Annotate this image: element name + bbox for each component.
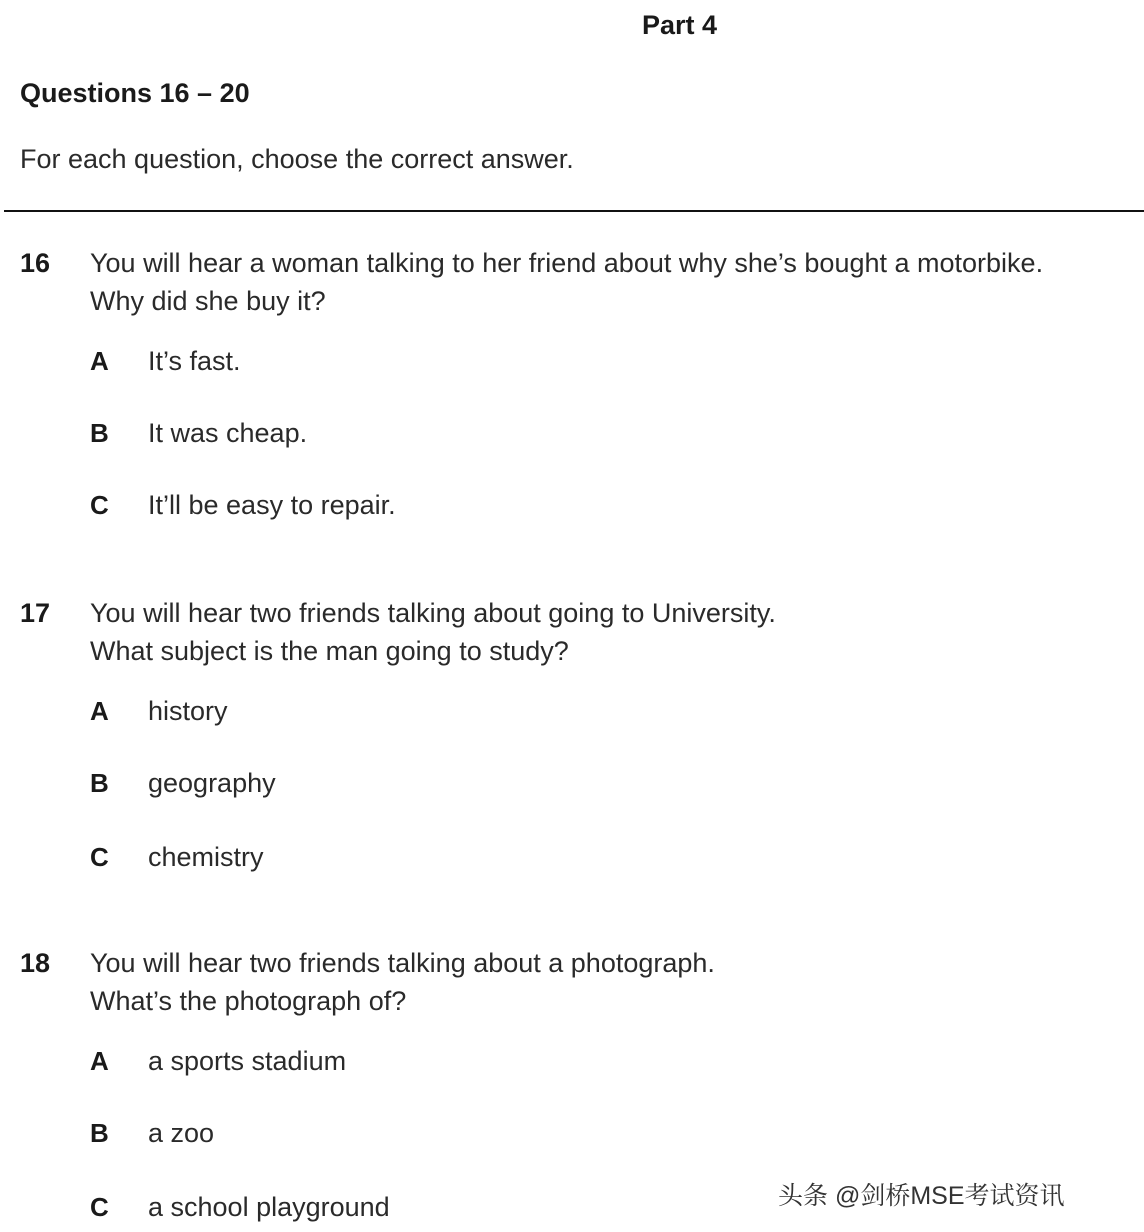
questions-range-heading: Questions 16 – 20 <box>20 78 250 108</box>
watermark-text: 头条 @剑桥MSE考试资讯 <box>778 1182 1065 1210</box>
option-17-a[interactable] <box>0 696 1144 730</box>
option-letter: C <box>90 1192 109 1222</box>
option-text: geography <box>148 768 276 798</box>
question-text: Why did she buy it? <box>90 286 326 316</box>
option-letter: A <box>90 1046 109 1076</box>
option-text: It was cheap. <box>148 418 308 448</box>
section-divider <box>4 210 1144 212</box>
question-number: 18 <box>20 948 51 978</box>
part-title: Part 4 <box>642 10 718 40</box>
question-prompt: You will hear a woman talking to her friend about why she’s bought a motorbike. <box>90 248 1044 278</box>
instruction-text: For each question, choose the correct answer. <box>20 144 574 174</box>
option-16-c[interactable] <box>0 490 1144 524</box>
option-letter: C <box>90 842 109 872</box>
question-number: 16 <box>20 248 51 278</box>
option-text: a sports stadium <box>148 1046 347 1076</box>
option-letter: B <box>90 418 109 448</box>
option-17-c[interactable] <box>0 842 1144 876</box>
option-letter: C <box>90 490 109 520</box>
option-letter: A <box>90 346 109 376</box>
option-text: chemistry <box>148 842 264 872</box>
question-prompt: You will hear two friends talking about a photograph. <box>90 948 715 978</box>
option-18-a[interactable] <box>0 1046 1144 1080</box>
option-text: a school playground <box>148 1192 390 1222</box>
option-text: It’s fast. <box>148 346 241 376</box>
option-letter: B <box>90 1118 109 1148</box>
option-18-b[interactable] <box>0 1118 1144 1152</box>
question-text: What’s the photograph of? <box>90 986 407 1016</box>
option-text: history <box>148 696 228 726</box>
option-text: a zoo <box>148 1118 215 1148</box>
option-letter: A <box>90 696 109 726</box>
option-17-b[interactable] <box>0 768 1144 802</box>
question-number: 17 <box>20 598 51 628</box>
option-16-a[interactable] <box>0 346 1144 380</box>
question-prompt: You will hear two friends talking about going to University. <box>90 598 776 628</box>
question-text: What subject is the man going to study? <box>90 636 569 666</box>
option-letter: B <box>90 768 109 798</box>
option-text: It’ll be easy to repair. <box>148 490 396 520</box>
option-16-b[interactable] <box>0 418 1144 452</box>
